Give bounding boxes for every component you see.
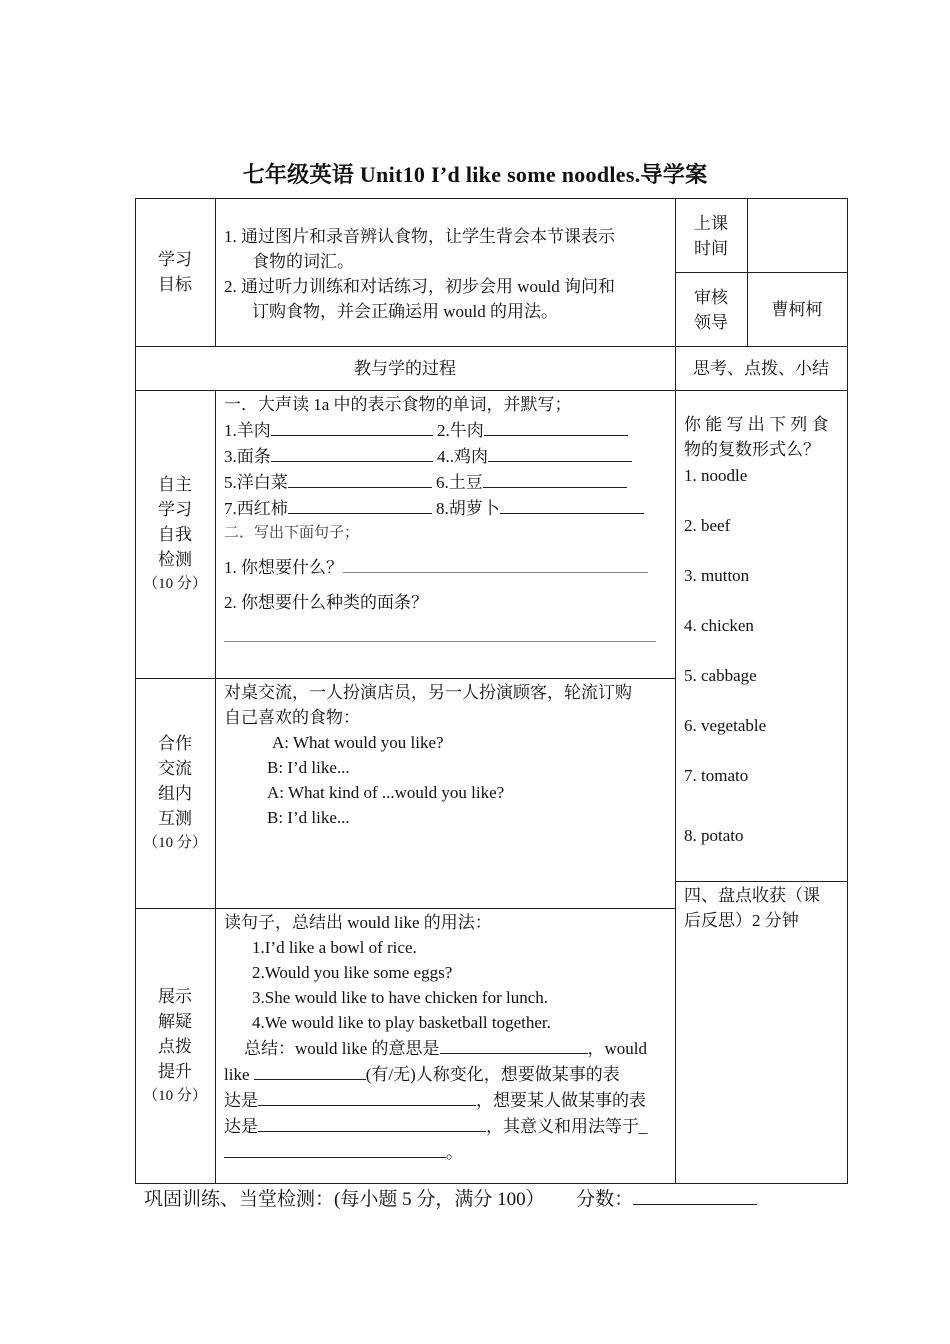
side-plural-forms: 你 能 写 出 下 列 食 物的复数形式么？ — [684, 415, 829, 459]
dialogue-line: B: I’d like... — [267, 758, 350, 777]
word-row: 5.洋白菜 6.土豆 — [224, 469, 674, 495]
plural-item: 4. chicken — [684, 616, 754, 635]
answer-blank[interactable] — [288, 469, 432, 488]
plural-item: 3. mutton — [684, 566, 750, 585]
example-sentence: 3.She would like to have chicken for lunch. — [252, 988, 549, 1007]
side-header: 思考、点拨、小结 — [693, 359, 829, 378]
answer-blank[interactable] — [484, 417, 628, 436]
answer-blank[interactable] — [254, 1061, 366, 1080]
footer-practice: 巩固训练、当堂检测：(每小题 5 分，满分 100） 分数： — [144, 1184, 757, 1211]
summary-line: 总结：would like 的意思是 ，would — [224, 1035, 674, 1061]
class-time-label: 上课 时间 — [694, 214, 728, 258]
section3-label: 展示 解疑 点拨 提升 （10 分） — [143, 987, 207, 1104]
summary-line: like (有/无)人称变化，想要做某事的表 — [224, 1061, 674, 1087]
section1-label: 自主 学习 自我 检测 （10 分） — [143, 475, 207, 592]
answer-line-row — [224, 623, 674, 649]
word-row: 7.西红柿 8.胡萝卜 — [224, 495, 674, 521]
plural-item: 5. cabbage — [684, 666, 757, 685]
section2-label: 合作 交流 组内 互测 （10 分） — [143, 734, 207, 851]
summary-line: 。 — [224, 1139, 674, 1165]
side-harvest: 四、盘点收获（课 后反思）2 分钟 — [684, 886, 820, 930]
answer-blank[interactable] — [271, 417, 433, 436]
answer-blank[interactable] — [224, 1139, 446, 1158]
page-title: 七年级英语 Unit10 I’d like some noodles.导学案 — [242, 162, 708, 187]
answer-blank[interactable] — [258, 1087, 476, 1106]
reviewer-name: 曹柯柯 — [771, 300, 823, 319]
answer-blank[interactable] — [500, 495, 644, 514]
answer-blank[interactable] — [271, 443, 433, 462]
section1-content: 一．大声读 1a 中的表示食物的单词，并默写； 1.羊肉 2.牛肉 3.面条 4..鸡肉 5.洋白菜 6.土豆 7.西红柿 8.胡萝卜 二．写出下面句子； 1. 你想要什么？ 2. 你想要什么种类的面条？ — [224, 392, 674, 649]
section3-content: 读句子，总结出 would like 的用法： 1.I’d like a bowl of rice. 2.Would you like some eggs? 3.She would like to have chicken for lunch. 4.We would like to play basketball together. 总结：would like 的意思是 ，would like (有/无)人称变化，想要做某事的表 达是 ，想要某人做某事的表 达是 ，其意义和用法等于_ 。 — [224, 910, 674, 1165]
dialogue-line: B: I’d like... — [267, 808, 350, 827]
plural-item: 1. noodle — [684, 466, 748, 485]
example-sentence: 4.We would like to play basketball together. — [252, 1013, 551, 1032]
answer-blank[interactable] — [440, 1035, 588, 1054]
score-label: 分数： — [576, 1189, 634, 1210]
plural-item: 6. vegetable — [684, 716, 767, 735]
answer-blank[interactable] — [258, 1113, 486, 1132]
goal-label: 学习 目标 — [158, 250, 192, 294]
plural-item: 2. beef — [684, 516, 731, 535]
example-sentence: 2.Would you like some eggs? — [252, 963, 453, 982]
dialogue-line: A: What would you like? — [272, 733, 444, 752]
review-label: 审核 领导 — [694, 288, 728, 332]
summary-line: 达是 ，想要某人做某事的表 — [224, 1087, 674, 1113]
answer-line[interactable] — [343, 554, 648, 573]
section2-content: 对桌交流，一人扮演店员，另一人扮演顾客，轮流订购 自己喜欢的食物： A: What would you like? B: I’d like... A: What kind of ...would you like? B: I’d like... — [224, 680, 674, 830]
process-header: 教与学的过程 — [354, 359, 456, 378]
plural-item: 8. potato — [684, 826, 744, 845]
answer-blank[interactable] — [488, 443, 632, 462]
answer-line[interactable] — [224, 623, 656, 642]
score-blank[interactable] — [633, 1184, 757, 1205]
example-sentence: 1.I’d like a bowl of rice. — [252, 938, 417, 957]
summary-line: 达是 ，其意义和用法等于_ — [224, 1113, 674, 1139]
word-row: 3.面条 4..鸡肉 — [224, 443, 674, 469]
answer-blank[interactable] — [288, 495, 432, 514]
question-2: 2. 你想要什么种类的面条？ — [224, 593, 428, 612]
plural-item: 7. tomato — [684, 766, 749, 785]
answer-blank[interactable] — [483, 469, 627, 488]
learning-goals: 1. 通过图片和录音辨认食物，让学生背会本节课表示 食物的词汇。 2. 通过听力训练和对话练习，初步会用 would 询问和 订购食物，并会正确运用 would 的用法。 — [224, 227, 615, 321]
question-1: 1. 你想要什么？ — [224, 554, 674, 580]
dialogue-line: A: What kind of ...would you like? — [267, 783, 505, 802]
word-row: 1.羊肉 2.牛肉 — [224, 417, 674, 443]
